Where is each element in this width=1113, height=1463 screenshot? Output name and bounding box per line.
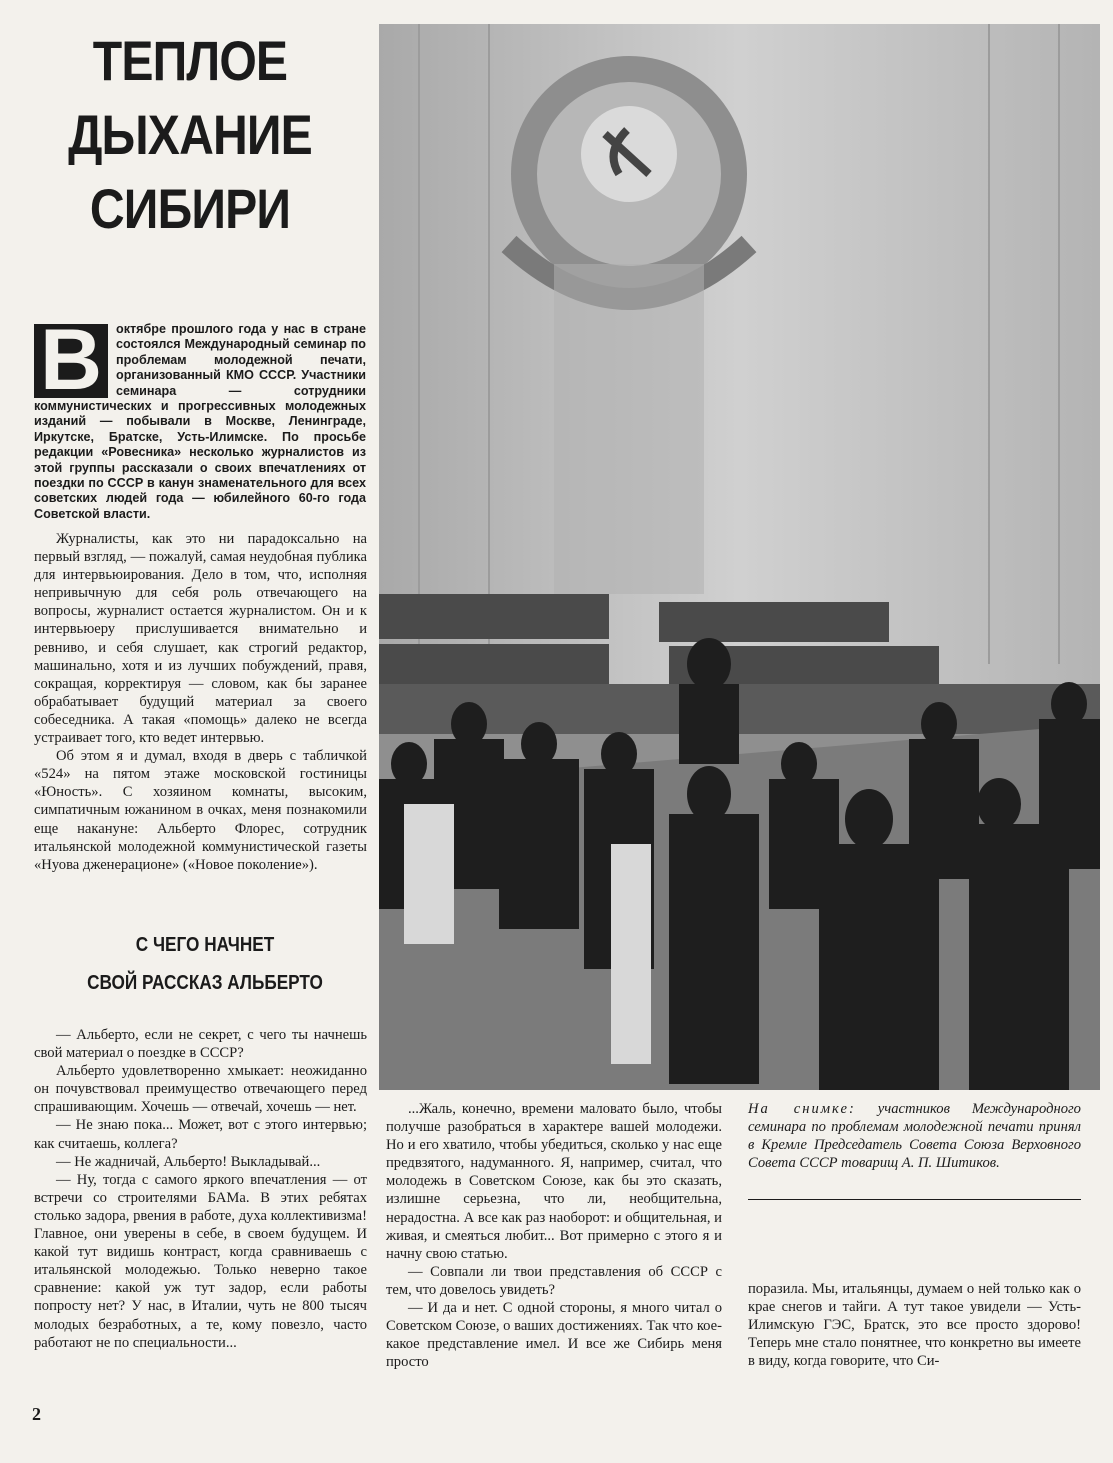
body-paragraph: Альберто удовлетворенно хмыкает: неожиданно он почувствовал преимущество отвечающего перед спрашивающим. Хочешь — отвечай, хочешь — нет. (34, 1063, 367, 1116)
article-title (61, 24, 319, 246)
caption-text: участников Международного семинара по проблемам молодежной печати принял в Кремле Председатель Совета Союза Верховного Совета СССР товарищ А. П. Шитиков. (748, 1101, 1081, 1171)
body-paragraph: — Не жадничай, Альберто! Выкладывай... (56, 1153, 321, 1170)
body-paragraph: — Альберто, если не секрет, с чего ты начнешь свой материал о поездке в СССР? (34, 1027, 367, 1062)
body-paragraph: поразила. Мы, итальянцы, думаем о ней только как о крае снегов и тайги. А тут такое увидели — Усть-Илимскую ГЭС, Братск, это все просто здорово! Теперь мне стало понятнее, что конкретно вы имеете в виду, когда говорите, что Си- (748, 1281, 1081, 1370)
section-subheading: С ЧЕГО НАЧНЕТ СВОЙ РАССКАЗ АЛЬБЕРТО (87, 934, 323, 994)
body-paragraph: Журналисты, как это ни парадоксально на первый взгляд, — пожалуй, самая неудобная публика для интервьюирования. Дело в том, что, исполняя непривычную для себя роль отвечающего на вопросы, журналист остается журналистом. Он и к интервьюеру прислушивается внимательно и ревниво, и себя слушает, как строгий редактор, машинально, хотя и из лучших побуждений, правя, сокращая, корректируя — словом, как бы заранее обрабатывает будущий материал за своего собеседника. А такая «помощь» далеко не всегда устраивает того, кто ведет интервью. (34, 531, 367, 747)
body-paragraph: — И да и нет. С одной стороны, я много читал о Советском Союзе, о ваших достижениях. Так что кое-какое представление имел. И все же Сибирь меня просто (386, 1300, 722, 1371)
column-1-body (34, 530, 367, 874)
column-1-continued (34, 1026, 367, 1352)
photo-illustration (379, 24, 1100, 1090)
kremlin-hall-photo (379, 24, 1100, 1090)
body-paragraph: — Совпали ли твои представления об СССР с тем, что довелось увидеть? (386, 1263, 722, 1298)
column-2-body (386, 1100, 722, 1371)
title-line: ТЕПЛОЕ (92, 29, 288, 92)
body-paragraph: — Ну, тогда с самого яркого впечатления — от встречи со строителями БАМа. В этих ребятах столько задора, рвения в работе, духа коллективизма! Главное, они уверены в себе, в своем будущем. И какой тут видишь контраст, когда сравниваешь с итальянской молодежью. Только неверно такое сравнение: какой уж тут задор, если работы попросту нет? У нас, в Италии, чуть не 800 тысяч молодых безработных, а те, кому повезло, часто работают не по специальности... (34, 1171, 367, 1351)
lead-paragraph (34, 322, 366, 522)
body-paragraph: — Не знаю пока... Может, вот с этого интервью; как считаешь, коллега? (34, 1117, 367, 1152)
caption-label: На снимке: (748, 1101, 856, 1117)
title-line: СИБИРИ (89, 177, 291, 240)
lead-text: октябре прошлого года у нас в стране состоялся Международный семинар по проблемам молодежной печати, организованный КМО СССР. Участники семинара — сотрудники коммунистических и прогрессивных молодежных изданий — побывали в Москве, Ленинграде, Иркутске, Братске, Усть-Илимске. По просьбе редакции «Ровесника» несколько журналистов из этой группы рассказали о своих впечатлениях от поездки по СССР в канун знаменательного для всех советских людей года — юбилейного 60-го года Советской власти. (34, 322, 366, 521)
column-3-body (748, 1280, 1081, 1370)
body-paragraph: ...Жаль, конечно, времени маловато было, чтобы получше разобраться в характере вашей молодежи. Но и его хватило, чтобы убедиться, сколько у нас еще предвзятого, надуманного. Я, например, считал, что молодежь в Советском Союзе, как бы это сказать, излишне серьезна, что ли, необщительна, нерадостна. А все как раз наоборот: и общительная, и живая, и смеяться любит... Вот примерно с этого я и начну свою статью. (386, 1101, 722, 1262)
title-line: ДЫХАНИЕ (68, 103, 312, 166)
caption-divider (748, 1199, 1081, 1200)
photo-caption (748, 1100, 1081, 1172)
drop-cap: В (34, 324, 108, 398)
page-number: 2 (32, 1404, 41, 1424)
body-paragraph: Об этом я и думал, входя в дверь с табличкой «524» на пятом этаже московской гостиницы «Юность». С хозяином комнаты, высоким, симпатичным южанином в очках, меня познакомили еще накануне: Альберто Флорес, сотрудник итальянской молодежной коммунистической газеты «Нуова дженерационе» («Новое поколение»). (34, 748, 367, 873)
